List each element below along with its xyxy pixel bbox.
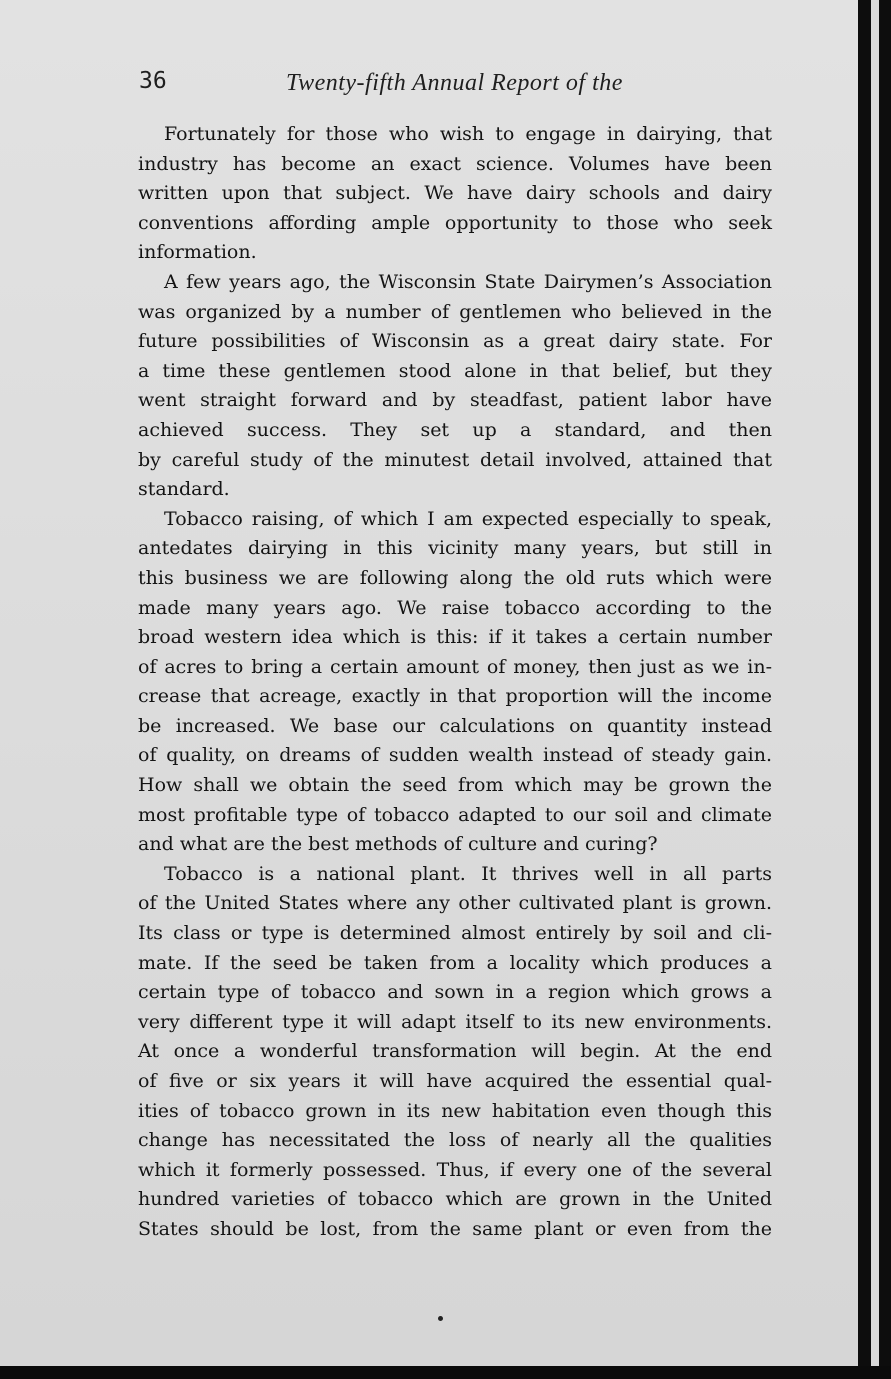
paragraph (138, 120, 772, 268)
text-line: of five or six years it will have acquired the essential qual- (138, 1070, 772, 1092)
text-line: most profitable type of tobacco adapted to our soil and climate (138, 803, 772, 826)
text-line: be increased. We base our calculations on quantity instead (138, 714, 772, 737)
text-line: a time these gentlemen stood alone in that belief, but they (138, 359, 772, 382)
text-line: States should be lost, from the same plant or even from the (138, 1217, 772, 1240)
text-line: information. (138, 241, 257, 264)
text-line: Tobacco raising, of which I am expected especially to speak, (164, 507, 772, 530)
text-line: future possibilities of Wisconsin as a great dairy state. For (138, 330, 772, 353)
text-line: this business we are following along the old ruts which were (138, 566, 772, 589)
text-line: Its class or type is determined almost entirely by soil and cli- (138, 922, 772, 945)
text-line: very different type it will adapt itself to its new environments. (138, 1010, 772, 1033)
text-line: which it formerly possessed. Thus, if every one of the several (138, 1158, 772, 1181)
text-line: conventions affording ample opportunity to those who seek (138, 211, 772, 234)
scan-edge-bottom (0, 1366, 891, 1379)
text-line: A few years ago, the Wisconsin State Dairymen’s Association (164, 270, 772, 293)
text-line: How shall we obtain the seed from which may be grown the (138, 774, 772, 797)
text-line: Fortunately for those who wish to engage in dairying, that (164, 123, 772, 145)
text-line: Tobacco is a national plant. It thrives well in all parts (164, 862, 772, 885)
text-line: of the United States where any other cultivated plant is grown. (138, 892, 772, 915)
scan-edge-sliver (871, 0, 879, 1379)
page-number: 36 (139, 68, 167, 94)
text-line: and what are the best methods of culture and curing? (138, 833, 658, 856)
paragraph (138, 860, 772, 1245)
running-head: Twenty-fifth Annual Report of the (286, 70, 623, 96)
paragraph (138, 505, 772, 860)
text-line: antedates dairying in this vicinity many years, but still in (138, 537, 772, 560)
text-line: went straight forward and by steadfast, patient labor have (138, 389, 772, 412)
text-line: At once a wonderful transformation will begin. At the end (138, 1040, 772, 1063)
text-line: standard. (138, 478, 230, 501)
text-line: of quality, on dreams of sudden wealth instead of steady gain. (138, 744, 772, 767)
text-line: was organized by a number of gentlemen who believed in the (138, 300, 772, 323)
text-line: made many years ago. We raise tobacco according to the (138, 596, 772, 619)
body-text (138, 120, 772, 1245)
text-line: certain type of tobacco and sown in a region which grows a (138, 981, 772, 1004)
paragraph (138, 268, 772, 505)
text-line: hundred varieties of tobacco which are grown in the United (138, 1188, 772, 1211)
page-mark-dot (438, 1316, 443, 1321)
page-header (139, 68, 789, 102)
text-line: achieved success. They set up a standard, and then (138, 418, 772, 441)
text-line: by careful study of the minutest detail involved, attained that (138, 448, 772, 471)
text-line: industry has become an exact science. Volumes have been (138, 152, 772, 175)
text-line: change has necessitated the loss of nearly all the qualities (138, 1129, 772, 1152)
text-line: mate. If the seed be taken from a locality which produces a (138, 951, 772, 974)
text-line: crease that acreage, exactly in that proportion will the income (138, 685, 772, 708)
text-line: broad western idea which is this: if it takes a certain number (138, 626, 772, 649)
text-line: ities of tobacco grown in its new habitation even though this (138, 1099, 772, 1122)
text-line: of acres to bring a certain amount of money, then just as we in- (138, 655, 772, 678)
text-line: written upon that subject. We have dairy schools and dairy (138, 182, 772, 205)
